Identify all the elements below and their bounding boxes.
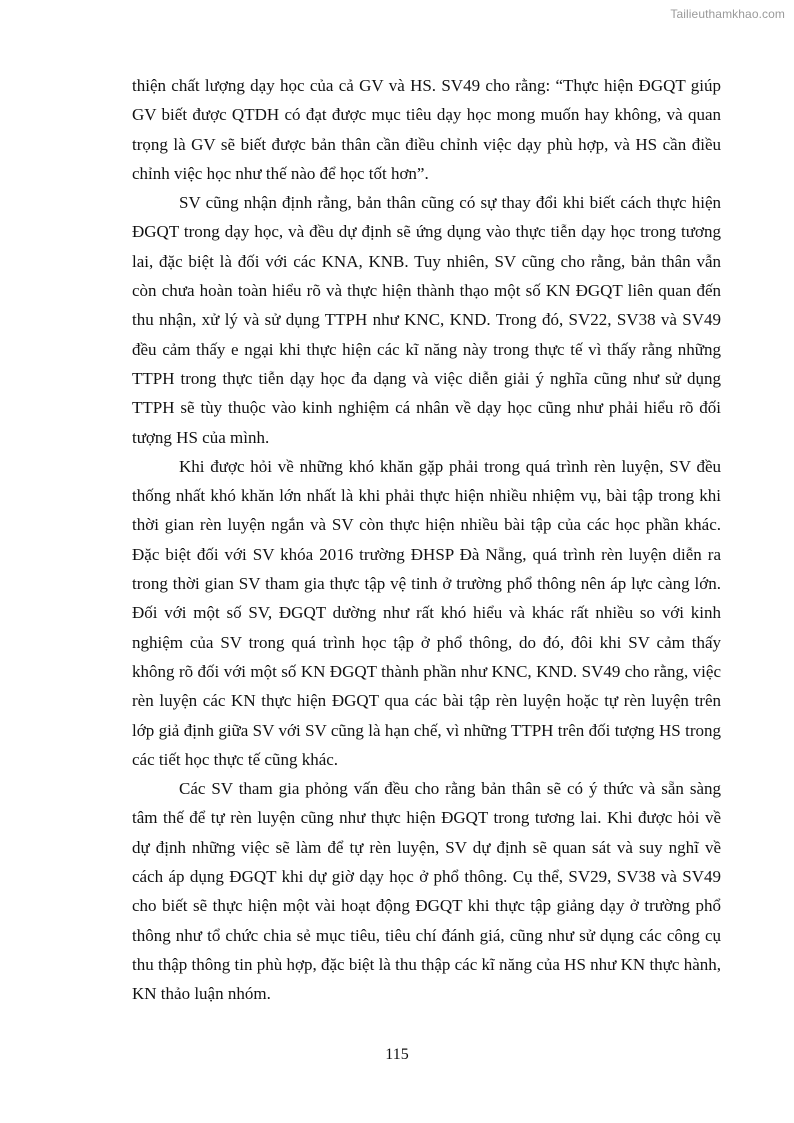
page-number: 115 — [385, 1046, 409, 1063]
paragraph: Khi được hỏi về những khó khăn gặp phải trong quá trình rèn luyện, SV đều thống nhất khó khăn lớn nhất là khi phải thực hiện nhiều nhiệm vụ, bài tập trong khi thời gian rèn luyện ngắn và SV còn thực hiện nhiều bài tập của các học phần khác. Đặc biệt đối với SV khóa 2016 trường ĐHSP Đà Nẵng, quá trình rèn luyện diễn ra trong thời gian SV tham gia thực tập vệ tinh ở trường phổ thông nên áp lực càng lớn. Đối với một số SV, ĐGQT dường như rất khó hiểu và khác rất nhiều so với kinh nghiệm của SV trong quá trình học tập ở phổ thông, do đó, đôi khi SV cảm thấy không rõ đối với một số KN ĐGQT thành phần như KNC, KND. SV49 cho rằng, việc rèn luyện các KN thực hiện ĐGQT qua các bài tập rèn luyện hoặc tự rèn luyện trên lớp giả định giữa SV với SV cũng là hạn chế, vì những TTPH trên đối tượng HS trong các tiết học thực tế cũng khác. — [132, 456, 721, 769]
paragraph-continuation: thiện chất lượng dạy học của cả GV và HS. SV49 cho rằng: “Thực hiện ĐGQT giúp GV biết được QTDH có đạt được mục tiêu dạy học mong muốn hay không, và quan trọng là GV sẽ biết được bản thân cần điều chỉnh việc dạy phù hợp, và HS cần điều chỉnh việc học như thế nào để học tốt hơn”. — [132, 76, 721, 183]
paragraph: Các SV tham gia phỏng vấn đều cho rằng bản thân sẽ có ý thức và sẵn sàng tâm thế để tự rèn luyện cũng như thực hiện ĐGQT trong tương lai. Khi được hỏi về dự định những việc sẽ làm để tự rèn luyện, SV dự định sẽ quan sát và suy nghĩ về cách áp dụng ĐGQT khi dự giờ dạy học ở phổ thông. Cụ thể, SV29, SV38 và SV49 cho biết sẽ thực hiện một vài hoạt động ĐGQT khi thực tập giảng dạy ở trường phổ thông như tổ chức chia sẻ mục tiêu, tiêu chí đánh giá, cũng như sử dụng các công cụ thu thập thông tin phù hợp, đặc biệt là thu thập các kĩ năng của HS như KN thực hành, KN thảo luận nhóm. — [132, 779, 721, 1004]
watermark-text: Tailieuthamkhao.com — [670, 7, 785, 21]
document-body — [132, 71, 721, 1009]
paragraph: SV cũng nhận định rằng, bản thân cũng có sự thay đổi khi biết cách thực hiện ĐGQT trong dạy học, và đều dự định sẽ ứng dụng vào thực tiễn dạy học trong tương lai, đặc biệt là đối với các KNA, KNB. Tuy nhiên, SV cũng cho rằng, bản thân vẫn còn chưa hoàn toàn hiểu rõ và thực hiện thành thạo một số KN ĐGQT liên quan đến thu nhận, xử lý và sử dụng TTPH như KNC, KND. Trong đó, SV22, SV38 và SV49 đều cảm thấy e ngại khi thực hiện các kĩ năng này trong thực tế vì thấy rằng những TTPH trong thực tiễn dạy học đa dạng và việc diễn giải ý nghĩa cũng như sử dụng TTPH sẽ tùy thuộc vào kinh nghiệm cá nhân về dạy học cũng như phải hiểu rõ đối tượng HS của mình. — [132, 193, 721, 447]
